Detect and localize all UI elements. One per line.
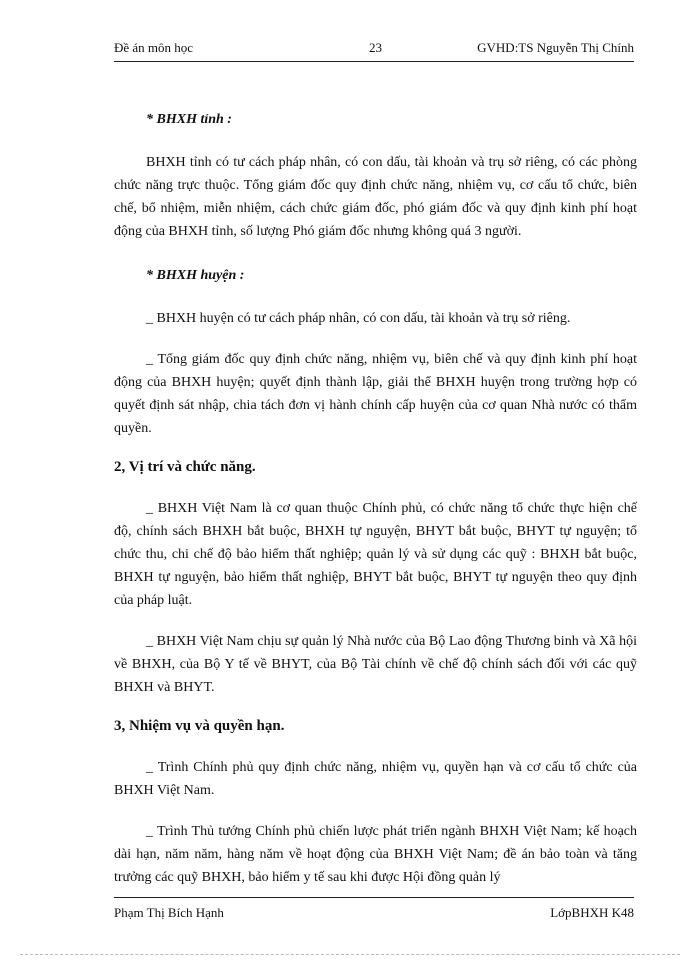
subsection-title-district: * BHXH huyện : [146,268,245,283]
header-advisor: GVHD:TS Nguyễn Thị Chính [477,40,634,55]
paragraph: _ Trình Thủ tướng Chính phủ chiến lược phát triển ngành BHXH Việt Nam; kế hoạch dài hạn, năm năm, hàng năm về hoạt động của BHXH Việt Nam; đề án bảo toàn và tăng trưởng các quỹ BHXH, bảo hiểm y tế sau khi được Hội đồng quản lý [114,824,637,885]
footer-class: LớpBHXH K48 [550,905,634,920]
subsection-title-province: * BHXH tỉnh : [146,112,232,127]
footer-author: Phạm Thị Bích Hạnh [114,905,224,920]
paragraph: _ Tổng giám đốc quy định chức năng, nhiệm vụ, biên chế và quy định kinh phí hoạt động của BHXH huyện; quyết định thành lập, giải thể BHXH huyện trong trường hợp có quyết định sát nhập, chia tách đơn vị hành chính cấp huyện của cơ quan Nhà nước có thẩm quyền. [114,352,637,436]
header-course: Đề án môn học [114,40,194,55]
page-body [114,108,637,889]
page-header [114,40,634,62]
paragraph: BHXH tỉnh có tư cách pháp nhân, có con dấu, tài khoản và trụ sở riêng, có các phòng chức năng trực thuộc. Tổng giám đốc quy định chức năng, nhiệm vụ, cơ cấu tổ chức, biên chế, bổ nhiệm, miễn nhiệm, cách chức giám đốc, phó giám đốc và quy định kinh phí hoạt động của BHXH tỉnh, số lượng Phó giám đốc nhưng không quá 3 người. [114,155,637,239]
paragraph: _ BHXH Việt Nam chịu sự quản lý Nhà nước của Bộ Lao động Thương binh và Xã hội về BHXH, của Bộ Y tế về BHYT, của Bộ Tài chính về chế độ chính sách đối với các quỹ BHXH và BHYT. [114,634,637,695]
section-title-duties: 3, Nhiệm vụ và quyền hạn. [114,718,285,734]
paragraph: _ BHXH huyện có tư cách pháp nhân, có con dấu, tài khoản và trụ sở riêng. [146,311,571,326]
page-number: 23 [369,40,382,55]
paragraph: _ BHXH Việt Nam là cơ quan thuộc Chính phủ, có chức năng tổ chức thực hiện chế độ, chính sách BHXH bắt buộc, BHXH tự nguyện, BHYT bắt buộc, BHYT tự nguyện; tổ chức thu, chi chế độ bảo hiểm thất nghiệp; quản lý và sử dụng các quỹ : BHXH bắt buộc, BHXH tự nguyện, bảo hiểm thất nghiệp, BHYT bắt buộc, BHYT tự nguyện theo quy định của pháp luật. [114,501,637,608]
page-footer [114,897,634,927]
page-break-line [20,954,680,955]
section-title-position: 2, Vị trí và chức năng. [114,459,256,475]
paragraph: _ Trình Chính phủ quy định chức năng, nhiệm vụ, quyền hạn và cơ cấu tổ chức của BHXH Việt Nam. [114,760,637,798]
